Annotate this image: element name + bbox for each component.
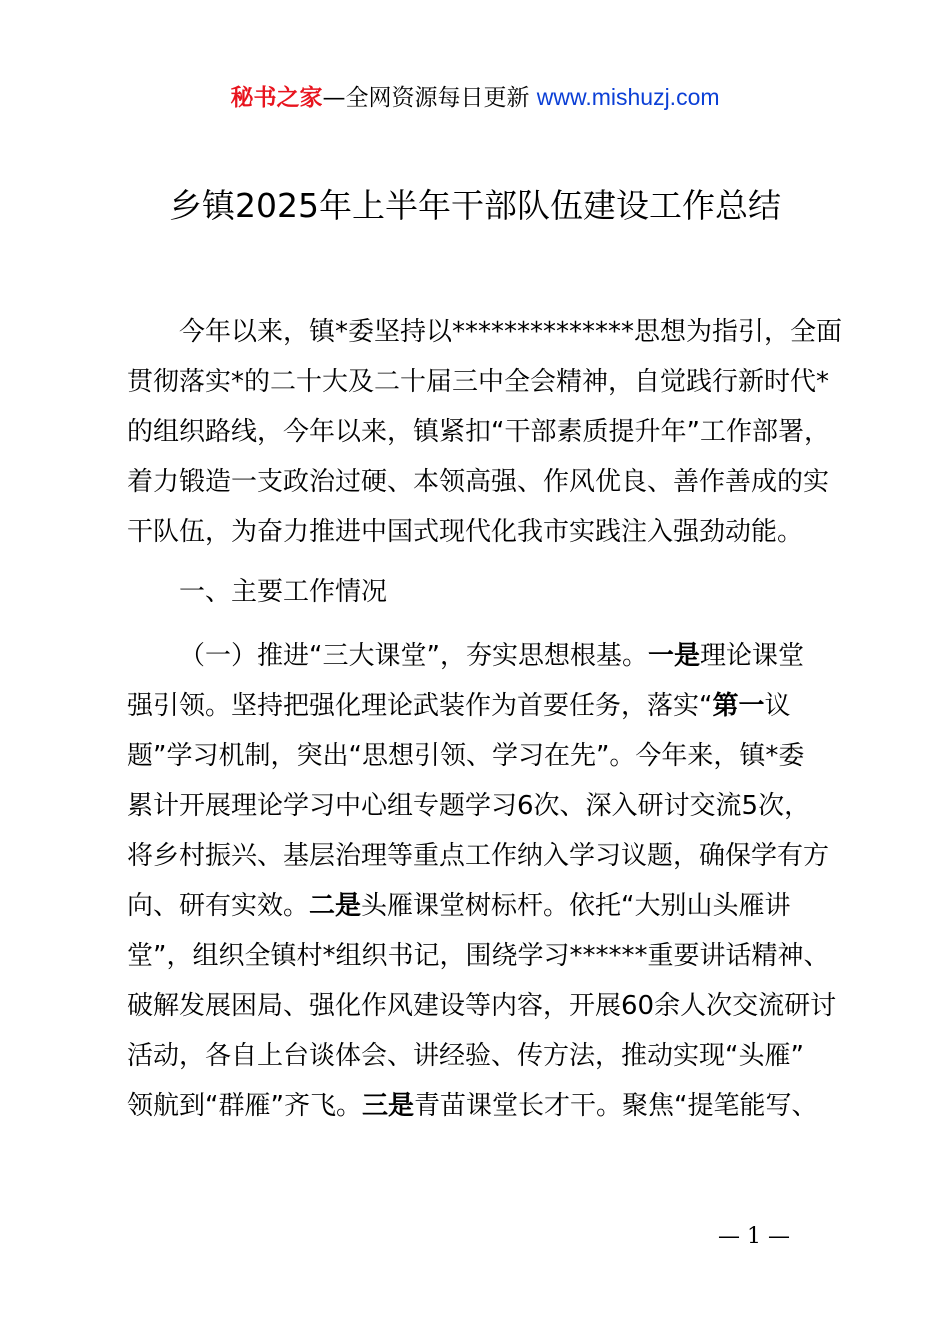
paragraph-line: 干队伍，为奋力推进中国式现代化我市实践注入强劲动能。 [127,517,804,547]
paragraph-line [127,1081,839,1131]
paragraph-line: 着力锻造一支政治过硬、本领高强、作风优良、善作善成的实 [127,467,830,497]
paragraph-line [127,881,839,931]
paragraph-line: 今年以来，镇*委坚持以**************思想为指引，全面 [179,317,843,347]
site-tagline: —全网资源每日更新 [322,85,530,111]
bold-marker: 二是 [309,891,362,921]
text-run: 理论课堂 [699,641,804,671]
paragraph-line: 将乡村振兴、基层治理等重点工作纳入学习议题，确保学有方 [127,841,830,871]
paragraph-line: 堂”，组织全镇村*组织书记，围绕学习******重要讲话精神、 [127,941,830,971]
section-heading [127,567,839,617]
document-title: 乡镇2025年上半年干部队伍建设工作总结 [169,186,781,225]
intro-paragraph [127,307,843,557]
text-run: 头雁课堂树标杆。依托“大别山头雁讲 [361,891,791,921]
paragraph-line: 活动，各自上台谈体会、讲经验、传方法，推动实现“头雁” [127,1041,804,1071]
subsection-paragraph [127,631,839,1131]
paragraph-line: 的组织路线，今年以来，镇紧扣“干部素质提升年”工作部署， [127,417,830,447]
paragraph-line: 累计开展理论学习中心组专题学习6次、深入研讨交流5次， [127,791,811,821]
site-url-link[interactable]: www.mishuzj.com [536,84,720,110]
paragraph-line: 破解发展困局、强化作风建设等内容，开展60余人次交流研讨 [127,991,837,1021]
site-banner [0,82,950,113]
bold-marker: 三是 [361,1091,414,1121]
section-heading-text: 一、主要工作情况 [179,577,388,607]
paragraph-line: 题”学习机制，突出“思想引领、学习在先”。今年来，镇*委 [127,741,805,771]
bold-marker: 第一 [712,691,765,721]
page-number: — 1 — [718,1224,790,1249]
paragraph-line: 贯彻落实*的二十大及二十届三中全会精神，自觉践行新时代* [127,367,830,397]
text-run: 议 [764,691,791,721]
subsection-heading: （一）推进“三大课堂”，夯实思想根基。 [179,641,648,671]
bold-marker: 一是 [647,641,700,671]
paragraph-line [127,681,839,731]
site-brand: 秘书之家 [230,85,323,111]
text-run: 向、研有实效。 [127,891,310,921]
text-run: 强引领。坚持把强化理论武装作为首要任务，落实“ [127,691,713,721]
paragraph-line [127,631,839,681]
text-run: 领航到“群雁”齐飞。 [127,1091,362,1121]
text-run: 青苗课堂长才干。聚焦“提笔能写、 [413,1091,818,1121]
